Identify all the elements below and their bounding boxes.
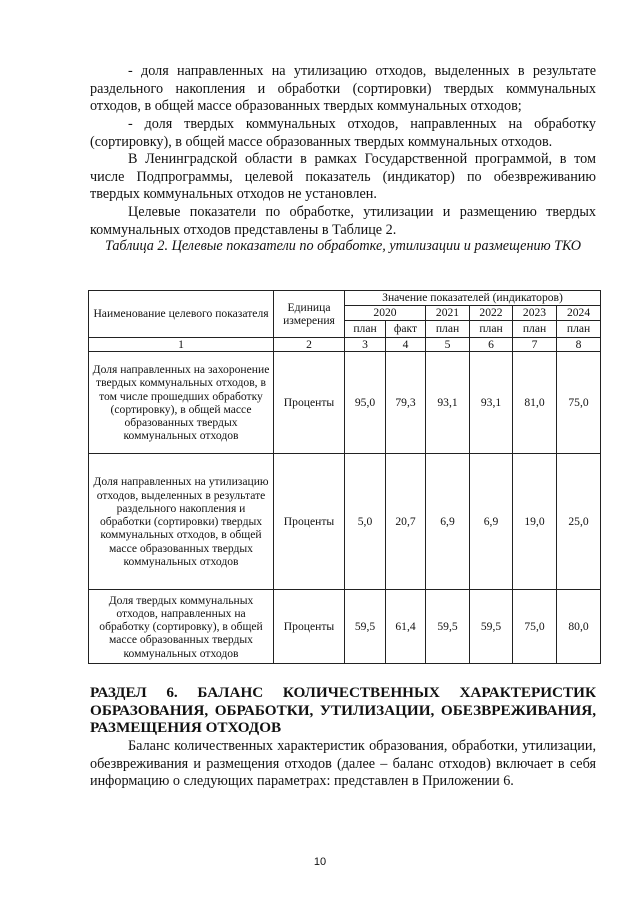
value-cell: 75,0 [557, 352, 601, 454]
table-caption: Таблица 2. Целевые показатели по обработке, утилизации и размещению ТКО [104, 238, 582, 254]
value-cell: 19,0 [513, 454, 557, 590]
paragraph-targets-intro: Целевые показатели по обработке, утилизации и размещению твердых коммунальных отходов представлены в Таблице 2. [90, 204, 596, 238]
column-number: 7 [513, 338, 557, 352]
value-cell: 79,3 [386, 352, 426, 454]
table-row [89, 590, 601, 664]
subheader-cell: факт [386, 321, 426, 338]
indicator-name: Доля твердых коммунальных отходов, направленных на обработку (сортировку), в общей массе образованных твердых коммунальных отходов [89, 590, 274, 664]
value-cell: 93,1 [426, 352, 470, 454]
indicator-unit: Проценты [274, 454, 345, 590]
value-cell: 59,5 [470, 590, 513, 664]
year-cell: 2021 [426, 306, 470, 321]
subheader-cell: план [557, 321, 601, 338]
value-cell: 61,4 [386, 590, 426, 664]
year-cell: 2022 [470, 306, 513, 321]
value-cell: 80,0 [557, 590, 601, 664]
table-row [89, 454, 601, 590]
targets-table [88, 290, 601, 664]
table-numbering-row [89, 338, 601, 352]
column-number: 2 [274, 338, 345, 352]
subheader-cell: план [426, 321, 470, 338]
page-number: 10 [313, 856, 327, 868]
year-cell: 2024 [557, 306, 601, 321]
indicator-unit: Проценты [274, 352, 345, 454]
value-cell: 75,0 [513, 590, 557, 664]
column-number: 3 [345, 338, 386, 352]
indicator-name: Доля направленных на захоронение твердых коммунальных отходов, в том числе прошедших обработку (сортировку), в общей массе образованных твердых коммунальных отходов [89, 352, 274, 454]
value-cell: 93,1 [470, 352, 513, 454]
header-unit: Единица измерения [274, 291, 345, 338]
column-number: 8 [557, 338, 601, 352]
value-cell: 20,7 [386, 454, 426, 590]
header-values: Значение показателей (индикаторов) [345, 291, 601, 306]
year-cell: 2020 [345, 306, 426, 321]
table-header-row [89, 291, 601, 306]
subheader-cell: план [513, 321, 557, 338]
paragraph-share-utilization: - доля направленных на утилизацию отходов, выделенных в результате раздельного накопления и обработки (сортировки) твердых коммунальных отходов, в общей массе образованных твердых коммунальных отходов; [90, 63, 596, 115]
value-cell: 5,0 [345, 454, 386, 590]
subheader-cell: план [345, 321, 386, 338]
value-cell: 59,5 [345, 590, 386, 664]
indicator-unit: Проценты [274, 590, 345, 664]
value-cell: 6,9 [426, 454, 470, 590]
value-cell: 6,9 [470, 454, 513, 590]
value-cell: 25,0 [557, 454, 601, 590]
paragraph-share-sorting: - доля твердых коммунальных отходов, направленных на обработку (сортировку), в общей массе образованных твердых коммунальных отходов. [90, 116, 596, 150]
header-indicator-name: Наименование целевого показателя [89, 291, 274, 338]
value-cell: 59,5 [426, 590, 470, 664]
section-paragraph: Баланс количественных характеристик образования, обработки, утилизации, обезвреживания и размещения отходов (далее – баланс отходов) включает в себя информацию о следующих параметрах: представлен в Приложении 6. [90, 738, 596, 790]
section-heading: РАЗДЕЛ 6. БАЛАНС КОЛИЧЕСТВЕННЫХ ХАРАКТЕРИСТИК ОБРАЗОВАНИЯ, ОБРАБОТКИ, УТИЛИЗАЦИИ, ОБЕЗВРЕЖИВАНИЯ, РАЗМЕЩЕНИЯ ОТХОДОВ [90, 684, 596, 736]
subheader-cell: план [470, 321, 513, 338]
value-cell: 95,0 [345, 352, 386, 454]
column-number: 6 [470, 338, 513, 352]
column-number: 4 [386, 338, 426, 352]
table-row [89, 352, 601, 454]
column-number: 5 [426, 338, 470, 352]
value-cell: 81,0 [513, 352, 557, 454]
paragraph-neutralization: В Ленинградской области в рамках Государственной программой, в том числе Подпрограммы, целевой показатель (индикатор) по обезвреживанию твердых коммунальных отходов не установлен. [90, 151, 596, 203]
year-cell: 2023 [513, 306, 557, 321]
indicator-name: Доля направленных на утилизацию отходов, выделенных в результате раздельного накопления и обработки (сортировки) твердых коммунальных отходов, в общей массе образованных твердых коммунальных отходов [89, 454, 274, 590]
column-number: 1 [89, 338, 274, 352]
